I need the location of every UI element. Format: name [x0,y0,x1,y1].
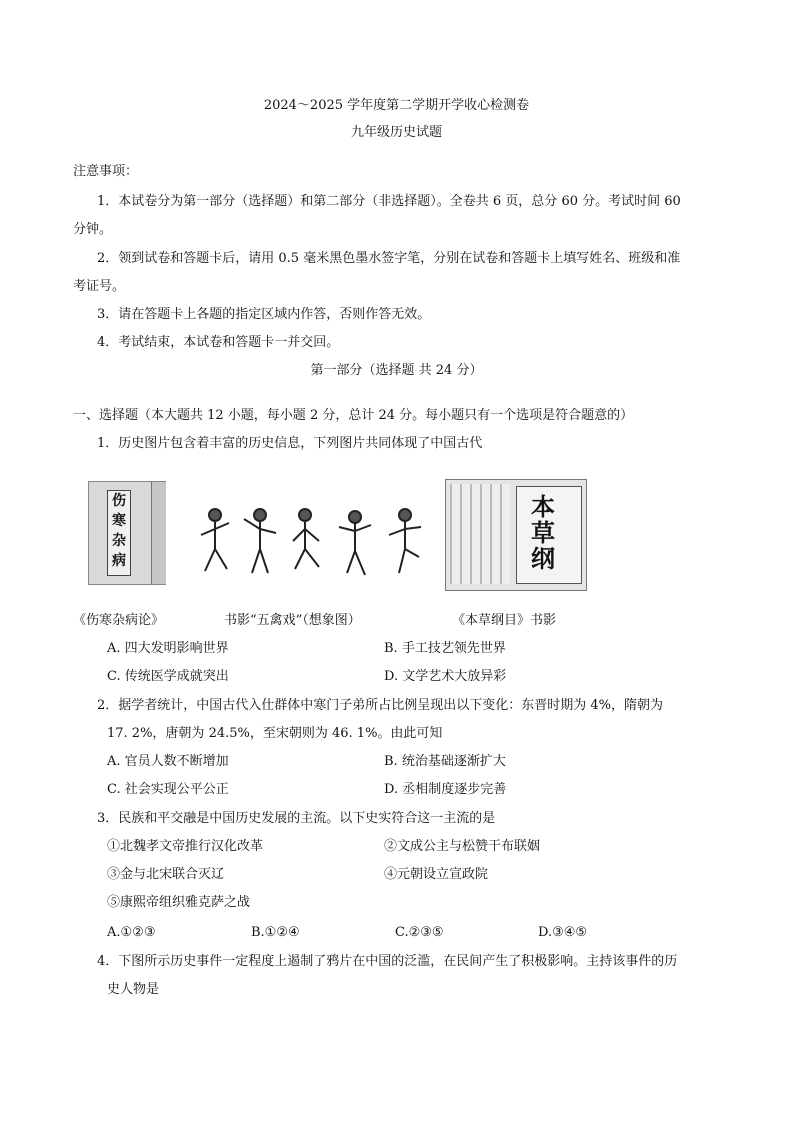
q1-option-a[interactable]: A. 四大发明影响世界 [107,641,229,656]
q3-option-a[interactable]: A.①②③ [107,925,156,940]
q2-option-a[interactable]: A. 官员人数不断增加 [107,754,229,769]
figure-group [201,509,421,575]
note-2-line-2: 考证号。 [73,279,126,294]
q2-line-1: 2．据学者统计，中国古代入仕群体中寒门子弟所占比例呈现出以下变化：东晋时期为 4%，隋朝为 [97,698,664,713]
exam-title: 2024～2025 学年度第二学期开学收心检测卷 [263,98,530,113]
q1-option-b[interactable]: B. 手工技艺领先世界 [384,641,506,656]
q3-item-5: ⑤康熙帝组织雅克萨之战 [107,895,251,910]
part1-title: 第一部分（选择题 共 24 分） [310,363,483,378]
bencao-book-image [445,479,587,591]
figure-2 [244,509,276,573]
q2-option-b[interactable]: B. 统治基础逐渐扩大 [384,754,506,769]
exam-subtitle: 九年级历史试题 [350,125,442,140]
figure-1 [201,509,229,571]
shanghan-book-image [88,481,166,585]
q1-option-c[interactable]: C. 传统医学成就突出 [107,669,229,684]
q3-item-3: ③金与北宋联合灭辽 [107,867,225,882]
caption-2: 书影“五禽戏”（想象图） [224,613,361,628]
book1-char: 病 [112,553,126,569]
q1-stem: 1．历史图片包含着丰富的历史信息，下列图片共同体现了中国古代 [97,436,483,451]
note-1-line-2: 分钟。 [73,222,113,237]
book1-char: 寒 [112,513,126,529]
note-4: 4．考试结束，本试卷和答题卡一并交回。 [97,335,340,350]
caption-1: 《伤寒杂病论》 [73,613,165,628]
q3-item-1: ①北魏孝文帝推行汉化改革 [107,839,264,854]
q2-line-2: 17. 2%，唐朝为 24.5%，至宋朝则为 46. 1%。由此可知 [107,726,443,741]
q3-option-d[interactable]: D.③④⑤ [538,925,588,940]
book1-spine [151,482,166,584]
notes-heading: 注意事项： [73,164,139,179]
q2-option-d[interactable]: D. 丞相制度逐步完善 [384,782,507,797]
q3-option-c[interactable]: C.②③⑤ [395,925,444,940]
note-3: 3．请在答题卡上各题的指定区域内作答，否则作答无效。 [97,307,431,322]
caption-3: 《本草纲目》书影 [452,613,557,628]
q3-item-4: ④元朝设立宣政院 [384,867,489,882]
q3-stem: 3．民族和平交融是中国历史发展的主流。以下史实符合这一主流的是 [97,811,496,826]
figure-3 [293,509,319,569]
q1-option-d[interactable]: D. 文学艺术大放异彩 [384,669,507,684]
q3-option-b[interactable]: B.①②④ [251,925,300,940]
q3-item-2: ②文成公主与松赞干布联姻 [384,839,541,854]
section-heading: 一、选择题（本大题共 12 小题，每小题 2 分，总计 24 分。每小题只有一个选项是符合题意的） [73,408,634,423]
q4-line-2: 史人物是 [107,982,160,997]
book2-text-columns [450,484,510,584]
book1-char: 杂 [112,533,126,549]
q4-line-1: 4．下图所示历史事件一定程度上遏制了鸦片在中国的泛滥，在民间产生了积极影响。主持该事件的历 [97,954,678,969]
figure-5 [389,509,421,573]
figure-4 [339,511,371,575]
book1-char: 伤 [112,493,126,509]
note-2-line-1: 2．领到试卷和答题卡后，请用 0.5 毫米黑色墨水签字笔，分别在试卷和答题卡上填写姓名、班级和准 [97,251,681,266]
book1-label [107,490,131,576]
book2-char: 草 [531,518,555,547]
book2-char: 纲 [531,544,555,573]
note-1-line-1: 1．本试卷分为第一部分（选择题）和第二部分（非选择题）。全卷共 6 页，总分 60 分。考试时间 60 [97,194,681,209]
book2-char: 本 [531,492,555,521]
wuqinxi-illustration [180,505,440,585]
q2-option-c[interactable]: C. 社会实现公平公正 [107,782,229,797]
book2-title [528,494,558,572]
